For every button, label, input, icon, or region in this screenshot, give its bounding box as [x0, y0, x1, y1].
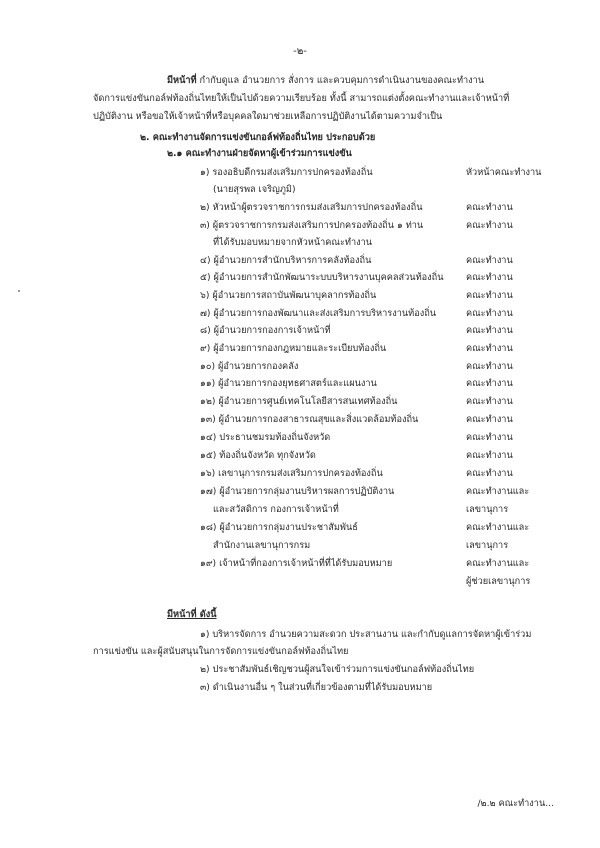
continuation-note: /๒.๒ คณะทำงาน... [477, 798, 554, 809]
member-name: (นายสุรพล เจริญภูมิ) [213, 184, 296, 195]
member-name: ๑๘) ผู้อำนวยการกลุ่มงานประชาสัมพันธ์ [200, 522, 358, 533]
member-role: คณะทำงาน [466, 343, 513, 354]
member-name: ๖) ผู้อำนวยการสถาบันพัฒนาบุคลากรท้องถิ่น [200, 290, 377, 301]
duty-1-line-2: การแข่งขัน และผู้สนับสนุนในการจัดการแข่งขันกอล์ฟท้องถิ่นไทย [93, 646, 349, 657]
member-name: ๑๔) ประธานชมรมท้องถิ่นจังหวัด [200, 432, 331, 443]
member-role: คณะทำงาน [466, 220, 513, 231]
intro-line-2: จัดการแข่งขันกอล์ฟท้องถิ่นไทยให้เป็นไปด้วยความเรียบร้อย ทั้งนี้ สามารถแต่งตั้งคณะทำงานและเจ้าหน้าที่ [93, 93, 510, 104]
member-name: ๑๓) ผู้อำนวยการกองสาธารณสุขและสิ่งแวดล้อมท้องถิ่น [200, 414, 419, 425]
member-role: คณะทำงาน [466, 255, 513, 266]
member-name: ๑๕) ท้องถิ่นจังหวัด ทุกจังหวัด [200, 450, 316, 461]
member-name: และสวัสดิการ กองการเจ้าหน้าที่ [213, 504, 339, 515]
member-role: ผู้ช่วยเลขานุการ [466, 576, 531, 587]
section-2-1-title: ๒.๑ คณะทำงานฝ่ายจัดหาผู้เข้าร่วมการแข่งขัน [167, 148, 352, 159]
member-name: ๓) ผู้ตรวจราชการกรมส่งเสริมการปกครองท้องถิ่น ๑ ท่าน [200, 220, 424, 231]
duty-2: ๒) ประชาสัมพันธ์เชิญชวนผู้สนใจเข้าร่วมการแข่งขันกอล์ฟท้องถิ่นไทย [200, 664, 475, 675]
member-role: คณะทำงาน [466, 432, 513, 443]
member-name: ๔) ผู้อำนวยการสำนักบริหารการคลังท้องถิ่น [200, 255, 372, 266]
scan-speck [18, 290, 20, 292]
member-role: คณะทำงานและ [466, 522, 530, 533]
member-role: คณะทำงาน [466, 468, 513, 479]
duty-heading: มีหน้าที่ [167, 75, 197, 86]
member-role: คณะทำงาน [466, 290, 513, 301]
member-name: ๗) ผู้อำนวยการกองพัฒนาและส่งเสริมการบริหารงานท้องถิ่น [200, 308, 437, 319]
member-role: คณะทำงาน [466, 396, 513, 407]
member-name: ๑๗) ผู้อำนวยการกลุ่มงานบริหารผลการปฏิบัติงาน [200, 486, 395, 497]
member-name: ๑) รองอธิบดีกรมส่งเสริมการปกครองท้องถิ่น [200, 167, 373, 178]
page-number: -๒- [293, 46, 307, 57]
member-name: ๑๖) เลขานุการกรมส่งเสริมการปกครองท้องถิ่น [200, 468, 383, 479]
member-role: คณะทำงาน [466, 308, 513, 319]
member-name: ๙) ผู้อำนวยการกองกฎหมายและระเบียบท้องถิ่น [200, 343, 387, 354]
duties-heading: มีหน้าที่ ดังนี้ [167, 609, 217, 620]
member-name: ๘) ผู้อำนวยการกองการเจ้าหน้าที่ [200, 325, 331, 336]
member-name: ๑๙) เจ้าหน้าที่กองการเจ้าหน้าที่ที่ได้รับมอบหมาย [200, 558, 393, 569]
member-role: คณะทำงาน [466, 450, 513, 461]
member-name: ๕) ผู้อำนวยการสำนักพัฒนาระบบบริหารงานบุคคลส่วนท้องถิ่น [200, 272, 444, 283]
section-2-title: ๒. คณะทำงานจัดการแข่งขันกอล์ฟท้องถิ่นไทย ประกอบด้วย [140, 132, 376, 143]
member-role: คณะทำงานและ [466, 486, 530, 497]
member-name: ๑๑) ผู้อำนวยการกองยุทธศาสตร์และแผนงาน [200, 378, 377, 389]
member-role: คณะทำงาน [466, 378, 513, 389]
duty-3: ๓) ดำเนินงานอื่น ๆ ในส่วนที่เกี่ยวข้องตามที่ได้รับมอบหมาย [200, 682, 433, 693]
member-name: ๑๒) ผู้อำนวยการศูนย์เทคโนโลยีสารสนเทศท้องถิ่น [200, 396, 398, 407]
member-name: ที่ได้รับมอบหมายจากหัวหน้าคณะทำงาน [213, 237, 373, 248]
member-role: คณะทำงาน [466, 272, 513, 283]
member-role: เลขานุการ [466, 540, 509, 551]
member-role: เลขานุการ [466, 504, 509, 515]
duty-1-line-1: ๑) บริหารจัดการ อำนวยความสะดวก ประสานงาน และกำกับดูแลการจัดหาผู้เข้าร่วม [200, 629, 532, 640]
member-role: คณะทำงาน [466, 414, 513, 425]
intro-line-1: กำกับดูแล อำนวยการ สั่งการ และควบคุมการดำเนินงานของคณะทำงาน [199, 75, 485, 86]
member-role: คณะทำงาน [466, 325, 513, 336]
member-name: สำนักงานเลขานุการกรม [213, 540, 311, 551]
member-role: คณะทำงาน [466, 202, 513, 213]
member-role: คณะทำงาน [466, 361, 513, 372]
intro-line-3: ปฏิบัติงาน หรือขอให้เจ้าหน้าที่หรือบุคคลใดมาช่วยเหลือการปฏิบัติงานได้ตามความจำเป็น [93, 111, 443, 122]
member-name: ๑๐) ผู้อำนวยการกองคลัง [200, 361, 299, 372]
member-role: คณะทำงานและ [466, 558, 530, 569]
member-role: หัวหน้าคณะทำงาน [466, 167, 542, 178]
member-name: ๒) หัวหน้าผู้ตรวจราชการกรมส่งเสริมการปกครองท้องถิ่น [200, 202, 423, 213]
